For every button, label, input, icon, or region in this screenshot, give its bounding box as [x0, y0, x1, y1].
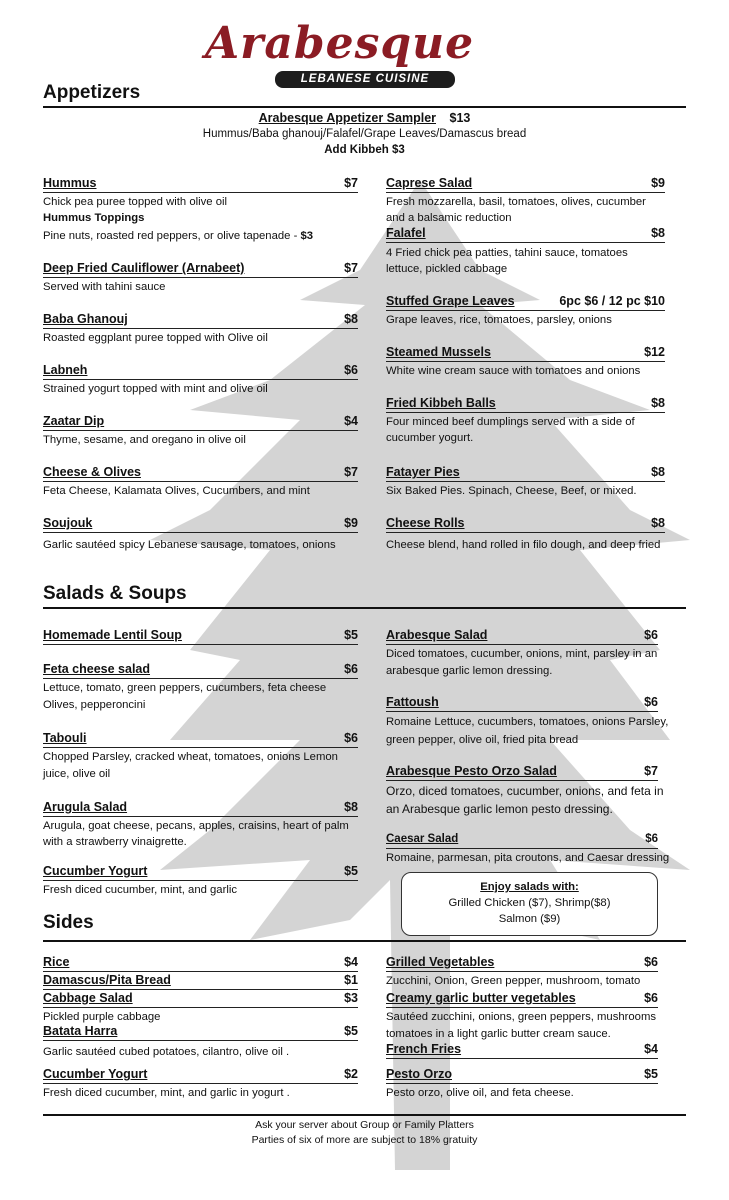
item-price: $4 — [644, 1042, 658, 1056]
item-name: Feta cheese salad — [43, 662, 151, 676]
item-price: $5 — [344, 628, 358, 642]
item-price: $5 — [344, 864, 358, 878]
menu-item — [386, 695, 681, 749]
item-description: Zucchini, Onion, Green pepper, mushroom, tomato — [386, 975, 641, 987]
item-price: $12 — [644, 345, 665, 359]
item-description: Six Baked Pies. Spinach, Cheese, Beef, or mixed. — [386, 485, 637, 497]
item-description: Romaine, parmesan, pita croutons, and Caesar dressing — [386, 852, 670, 864]
item-description: Fresh mozzarella, basil, tomatoes, olives, cucumber and a balsamic reduction — [386, 196, 646, 224]
item-price: $9 — [651, 176, 665, 190]
item-price: $8 — [651, 396, 665, 410]
item-price: $5 — [344, 1024, 358, 1038]
item-name: Rice — [43, 955, 70, 969]
item-description: 4 Fried chick pea patties, tahini sauce, tomatoes lettuce, pickled cabbage — [386, 247, 628, 275]
item-description: Romaine Lettuce, cucumbers, tomatoes, onions Parsley, green pepper, olive oil, fried pita bread — [386, 716, 669, 746]
item-price: $3 — [344, 991, 358, 1005]
item-description: Garlic sautéed cubed potatoes, cilantro, olive oil . — [43, 1046, 290, 1058]
brand-logo: Arabesque — [205, 18, 475, 69]
menu-item — [43, 465, 358, 499]
item-price: $1 — [344, 973, 358, 987]
item-price: $2 — [344, 1067, 358, 1081]
menu-item — [386, 176, 665, 226]
item-price: $6 — [644, 955, 658, 969]
sampler-description: Hummus/Baba ghanouj/Falafel/Grape Leaves/Damascus bread — [202, 128, 527, 140]
item-name: Fried Kibbeh Balls — [386, 396, 496, 410]
item-price: $6 — [344, 363, 358, 377]
menu-item — [386, 465, 665, 499]
addons-title: Enjoy salads with: — [480, 881, 579, 893]
item-description: Served with tahini sauce — [43, 281, 166, 293]
item-name: Cucumber Yogurt — [43, 1067, 148, 1081]
footer-divider — [43, 1114, 686, 1116]
menu-item — [43, 516, 358, 553]
item-name: Pesto Orzo — [386, 1067, 452, 1081]
section-divider — [43, 106, 686, 108]
section-divider — [43, 940, 686, 942]
item-description: Feta Cheese, Kalamata Olives, Cucumbers, and mint — [43, 485, 310, 497]
menu-item — [43, 176, 358, 244]
item-name: Caprese Salad — [386, 176, 473, 190]
item-price: $7 — [344, 176, 358, 190]
item-name: Arabesque Pesto Orzo Salad — [386, 764, 557, 778]
item-name: Steamed Mussels — [386, 345, 491, 359]
item-name: Fattoush — [386, 695, 439, 709]
sampler-price: $13 — [449, 111, 471, 125]
item-description: Garlic sautéed spicy Lebanese sausage, tomatoes, onions — [43, 539, 336, 551]
menu-item — [386, 396, 665, 446]
menu-item — [43, 800, 358, 850]
item-price: $7 — [644, 764, 658, 778]
item-name: Baba Ghanouj — [43, 312, 128, 326]
menu-item — [386, 1067, 665, 1101]
menu-item — [43, 261, 358, 295]
item-price: $7 — [344, 465, 358, 479]
item-name: Fatayer Pies — [386, 465, 460, 479]
item-name: Caesar Salad — [386, 833, 459, 845]
item-subheading: Hummus Toppings — [43, 212, 145, 224]
brand-tagline: LEBANESE CUISINE — [275, 71, 455, 88]
item-price: $7 — [344, 261, 358, 275]
item-price: $6 — [644, 695, 658, 709]
item-price: $6 — [344, 731, 358, 745]
item-description: Lettuce, tomato, green peppers, cucumbers, feta cheese Olives, pepperoncini — [43, 682, 327, 711]
item-name: Homemade Lentil Soup — [43, 628, 182, 642]
item-price: $8 — [651, 465, 665, 479]
menu-item — [386, 294, 665, 328]
item-name: Cabbage Salad — [43, 991, 133, 1005]
item-price: $8 — [651, 516, 665, 530]
item-name: French Fries — [386, 1042, 462, 1056]
menu-item — [43, 864, 358, 898]
item-price: $6 — [344, 662, 358, 676]
item-description: Fresh diced cucumber, mint, and garlic — [43, 884, 238, 896]
menu-item — [43, 1024, 358, 1060]
menu-item — [386, 764, 665, 818]
menu-item — [43, 312, 358, 346]
item-name: Arabesque Salad — [386, 628, 488, 642]
sampler-heading — [0, 111, 729, 125]
menu-item — [386, 628, 665, 680]
item-price: $8 — [344, 800, 358, 814]
addons-line: Grilled Chicken ($7), Shrimp($8) — [448, 897, 611, 909]
item-description: White wine cream sauce with tomatoes and onions — [386, 365, 641, 377]
item-description: Sautéed zucchini, onions, green peppers, mushrooms tomatoes in a light garlic butter cream sauce. — [386, 1011, 657, 1040]
item-description: Pickled purple cabbage — [43, 1011, 161, 1023]
salad-addons-box — [401, 872, 658, 936]
item-price: $8 — [651, 226, 665, 240]
item-price: $6 — [645, 833, 658, 845]
item-description: Cheese blend, hand rolled in filo dough, and deep fried — [386, 539, 661, 551]
menu-item — [43, 731, 358, 783]
item-price: $6 — [644, 628, 658, 642]
item-name: Creamy garlic butter vegetables — [386, 991, 576, 1005]
item-description: Roasted eggplant puree topped with Olive oil — [43, 332, 268, 344]
menu-item — [43, 414, 358, 448]
sampler-name: Arabesque Appetizer Sampler — [258, 111, 437, 125]
item-name: Grilled Vegetables — [386, 955, 495, 969]
item-name: Labneh — [43, 363, 88, 377]
menu-item — [386, 1042, 665, 1059]
menu-item — [386, 955, 681, 989]
menu-item — [43, 662, 358, 714]
menu-item — [43, 955, 358, 972]
item-name: Batata Harra — [43, 1024, 118, 1038]
section-title-salads: Salads & Soups — [43, 583, 187, 604]
item-name: Zaatar Dip — [43, 414, 105, 428]
item-description: Arugula, goat cheese, pecans, apples, craisins, heart of palm with a strawberry vinaigrette. — [43, 820, 349, 848]
menu-item — [386, 516, 678, 553]
item-name: Deep Fried Cauliflower (Arnabeet) — [43, 261, 245, 275]
item-name: Soujouk — [43, 516, 93, 530]
menu-item — [386, 226, 665, 277]
item-description: Orzo, diced tomatoes, cucumber, onions, and feta in an Arabesque garlic lemon pesto dressing. — [386, 784, 664, 816]
item-description: Fresh diced cucumber, mint, and garlic in yogurt . — [43, 1087, 290, 1099]
menu-item — [386, 991, 686, 1043]
item-description: Thyme, sesame, and oregano in olive oil — [43, 434, 246, 446]
footer-note: Parties of six of more are subject to 18% gratuity — [251, 1134, 478, 1146]
item-name: Hummus — [43, 176, 97, 190]
item-price: $6 — [644, 991, 658, 1005]
menu-item — [43, 363, 358, 397]
section-divider — [43, 607, 686, 609]
item-name: Arugula Salad — [43, 800, 128, 814]
menu-item — [386, 832, 686, 866]
item-description: Chopped Parsley, cracked wheat, tomatoes, onions Lemon juice, olive oil — [43, 751, 338, 780]
menu-item — [386, 345, 665, 379]
item-name: Cheese Rolls — [386, 516, 465, 530]
footer-note: Ask your server about Group or Family Platters — [255, 1119, 474, 1131]
item-description: Pesto orzo, olive oil, and feta cheese. — [386, 1087, 574, 1099]
item-price: $4 — [344, 955, 358, 969]
menu-item — [43, 973, 358, 990]
item-name: Tabouli — [43, 731, 87, 745]
item-name: Cheese & Olives — [43, 465, 141, 479]
item-price: $4 — [344, 414, 358, 428]
item-description: Four minced beef dumplings served with a side of cucumber yogurt. — [386, 416, 635, 444]
item-name: Damascus/Pita Bread — [43, 973, 171, 987]
menu-item — [43, 628, 358, 645]
item-name: Stuffed Grape Leaves — [386, 294, 515, 308]
addons-line: Salmon ($9) — [498, 913, 561, 925]
item-price: $8 — [344, 312, 358, 326]
sampler-addon: Add Kibbeh $3 — [324, 144, 405, 156]
item-description: Strained yogurt topped with mint and olive oil — [43, 383, 268, 395]
item-description: Chick pea puree topped with olive oil — [43, 196, 227, 208]
section-title-sides: Sides — [43, 912, 94, 933]
item-price: 6pc $6 / 12 pc $10 — [559, 294, 665, 308]
section-title-appetizers: Appetizers — [43, 82, 141, 103]
item-description-extra: Pine nuts, roasted red peppers, or olive tapenade - $3 — [43, 230, 314, 242]
item-name: Falafel — [386, 226, 426, 240]
item-price: $9 — [344, 516, 358, 530]
item-description: Grape leaves, rice, tomatoes, parsley, onions — [386, 314, 612, 326]
menu-item — [43, 991, 358, 1025]
item-price: $5 — [644, 1067, 658, 1081]
item-name: Cucumber Yogurt — [43, 864, 148, 878]
menu-item — [43, 1067, 358, 1101]
item-description: Diced tomatoes, cucumber, onions, mint, parsley in an arabesque garlic lemon dressing. — [386, 648, 658, 677]
